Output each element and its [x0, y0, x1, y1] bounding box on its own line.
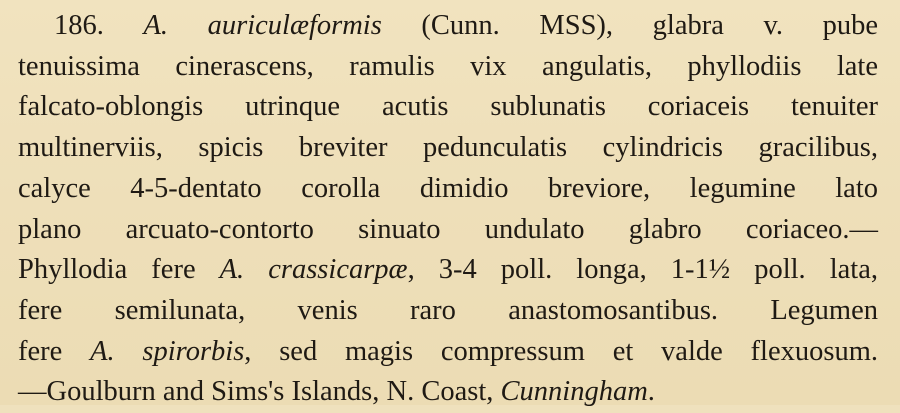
text-run: , 3-4 poll. longa, 1-1½ poll. lata, [407, 254, 878, 286]
text-line [18, 210, 878, 251]
text-line [18, 87, 878, 128]
text-run: , sed magis compressum et valde flexuosum. [244, 335, 878, 367]
text-line [18, 372, 878, 413]
text-line [18, 250, 878, 291]
text-run: plano arcuato-contorto sinuato undulato glabro coriaceo.— [18, 213, 878, 245]
species-name: A. spirorbis [90, 335, 245, 367]
text-run: fere [18, 335, 91, 367]
text-run: —Goulburn and Sims's Islands, N. Coast, [18, 376, 501, 408]
text-run: (Cunn. MSS), glabra v. pube [381, 10, 878, 41]
text-run: calyce 4-5-dentato corolla dimidio breviore, legumine lato [18, 172, 878, 204]
text-line [18, 291, 878, 332]
species-description [18, 6, 878, 413]
text-run: 186. [54, 10, 144, 41]
text-run: Phyllodia fere [18, 254, 220, 286]
text-line [18, 6, 878, 47]
species-name: A. crassicarpæ [219, 254, 408, 286]
text-line [18, 47, 878, 88]
text-line [18, 169, 878, 210]
text-line [18, 128, 878, 169]
text-run: tenuissima cinerascens, ramulis vix angulatis, phyllodiis late [18, 50, 878, 82]
species-name: A. auriculæformis [143, 10, 382, 41]
text-run: falcato-oblongis utrinque acutis sublunatis coriaceis tenuiter [18, 91, 878, 123]
text-run: multinerviis, spicis breviter pedunculatis cylindricis gracilibus, [18, 132, 878, 164]
text-run: . [647, 376, 655, 408]
text-run: fere semilunata, venis raro anastomosantibus. Legumen [18, 294, 878, 326]
text-line [18, 332, 878, 373]
collector-name: Cunningham [500, 376, 648, 408]
